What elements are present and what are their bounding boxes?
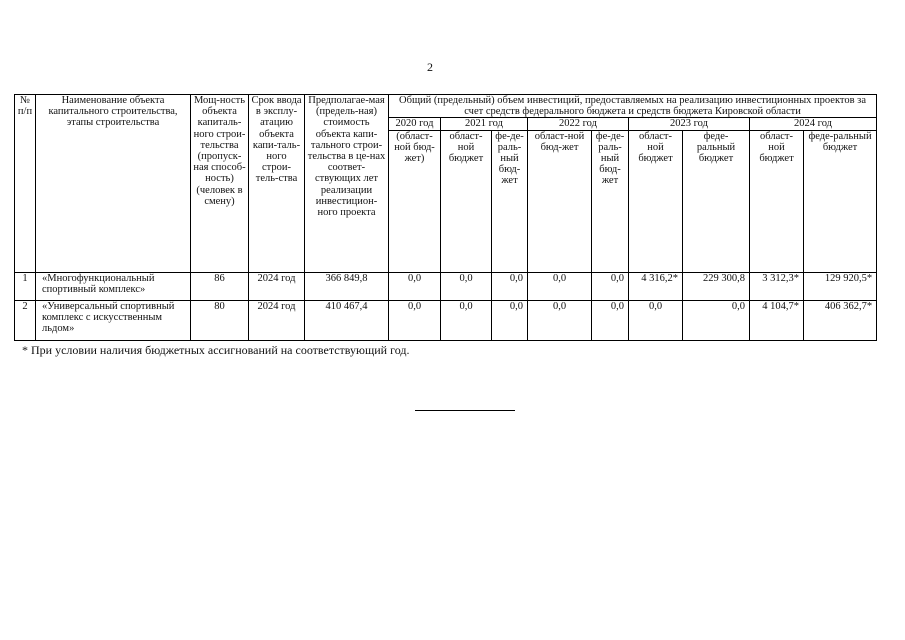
row-name: «Универсальный спортивный комплекс с искусственным льдом»: [36, 300, 191, 340]
row-value: 4 316,2*: [629, 272, 683, 300]
header-2024-regional: област-ной бюджет: [750, 130, 804, 272]
row-value: 0,0: [389, 300, 441, 340]
row-value: 0,0: [528, 272, 592, 300]
header-year-2022: 2022 год: [528, 118, 629, 130]
investment-table: [14, 94, 877, 341]
divider-line: [415, 410, 515, 411]
header-year-2023: 2023 год: [629, 118, 750, 130]
row-value: 229 300,8: [683, 272, 750, 300]
header-year-2020: 2020 год: [389, 118, 441, 130]
row-value: 0,0: [592, 300, 629, 340]
row-value: 4 104,7*: [750, 300, 804, 340]
row-deadline: 2024 год: [249, 300, 305, 340]
row-num: 1: [15, 272, 36, 300]
row-value: 406 362,7*: [804, 300, 877, 340]
row-value: 0,0: [389, 272, 441, 300]
row-name: «Многофункциональный спортивный комплекс»: [36, 272, 191, 300]
header-capacity: Мощ-ность объекта капиталь-ного строи-тельства (пропуск-ная способ-ность) (человек в смену): [191, 95, 249, 273]
page-number: 2: [427, 60, 433, 74]
table-row: [15, 300, 877, 340]
row-value: 0,0: [441, 300, 492, 340]
header-cost: Предполагае-мая (предель-ная) стоимость объекта капи-тального строи-тельства в це-нах соответ-ствующих лет реализации инвестицион-ного проекта: [305, 95, 389, 273]
header-investment-total: Общий (предельный) объем инвестиций, предоставляемых на реализацию инвестиционных проектов за счет средств федерального бюджета и средств бюджета Кировской области: [389, 95, 877, 118]
row-value: 0,0: [441, 272, 492, 300]
row-value: 0,0: [683, 300, 750, 340]
row-value: 0,0: [492, 300, 528, 340]
row-value: 0,0: [528, 300, 592, 340]
header-2023-federal: феде-ральный бюджет: [683, 130, 750, 272]
row-num: 2: [15, 300, 36, 340]
row-value: 0,0: [592, 272, 629, 300]
header-2024-federal: феде-ральный бюджет: [804, 130, 877, 272]
header-2023-regional: област-ной бюджет: [629, 130, 683, 272]
row-capacity: 86: [191, 272, 249, 300]
row-value: 3 312,3*: [750, 272, 804, 300]
header-2022-federal: фе-де-раль-ный бюд-жет: [592, 130, 629, 272]
header-deadline: Срок ввода в эксплу-атацию объекта капи-таль-ного строи-тель-ства: [249, 95, 305, 273]
header-year-2021: 2021 год: [441, 118, 528, 130]
table-row: [15, 272, 877, 300]
row-value: 0,0: [492, 272, 528, 300]
row-value: 129 920,5*: [804, 272, 877, 300]
header-year-2024: 2024 год: [750, 118, 877, 130]
header-2022-regional: област-ной бюд-жет: [528, 130, 592, 272]
row-deadline: 2024 год: [249, 272, 305, 300]
header-2020-regional: (област-ной бюд-жет): [389, 130, 441, 272]
footnote: * При условии наличия бюджетных ассигнований на соответствующий год.: [22, 343, 410, 357]
header-2021-federal: фе-де-раль-ный бюд-жет: [492, 130, 528, 272]
row-cost: 410 467,4: [305, 300, 389, 340]
row-cost: 366 849,8: [305, 272, 389, 300]
row-capacity: 80: [191, 300, 249, 340]
row-value: 0,0: [629, 300, 683, 340]
header-2021-regional: област-ной бюджет: [441, 130, 492, 272]
header-name: Наименование объекта капитального строительства, этапы строительства: [36, 95, 191, 273]
header-num: № п/п: [15, 95, 36, 273]
